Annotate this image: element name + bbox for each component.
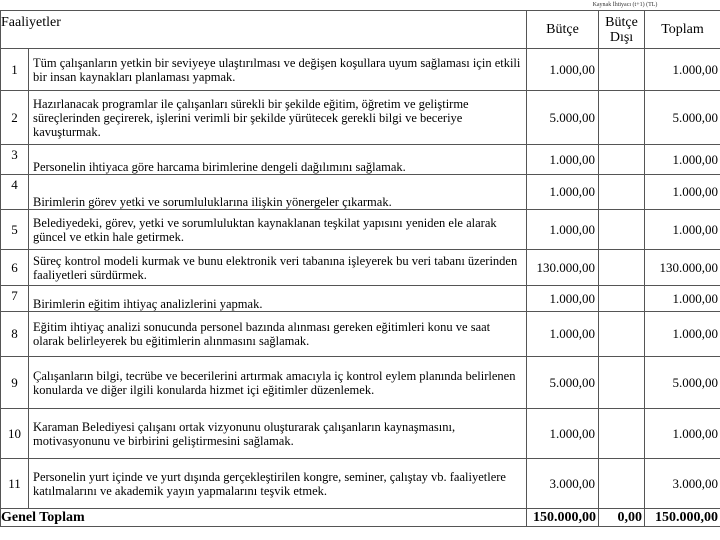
row-number: 6	[1, 250, 29, 286]
outside-budget-header	[599, 11, 645, 49]
outside-budget-amount	[599, 91, 645, 145]
row-number: 11	[1, 459, 29, 509]
budget-amount: 130.000,00	[527, 250, 599, 286]
table-row	[1, 409, 720, 459]
total-amount: 1.000,00	[645, 312, 720, 357]
total-header: Toplam	[645, 11, 720, 49]
activity-text: Personelin ihtiyaca göre harcama birimlerine dengeli dağılımını sağlamak.	[29, 145, 527, 175]
activity-text: Eğitim ihtiyaç analizi sonucunda personel bazında alınması gereken eğitimleri konu ve saat olarak belirleyerek bu eğitimlerin alınmasını sağlamak.	[29, 312, 527, 357]
table-row	[1, 175, 720, 210]
total-amount: 5.000,00	[645, 91, 720, 145]
grand-total-row	[1, 509, 720, 527]
activity-text: Karaman Belediyesi çalışanı ortak vizyonunu oluşturarak çalışanların kaynaşmasını, motivasyonunu ve birbirini geliştirmesini sağlamak.	[29, 409, 527, 459]
row-number: 9	[1, 357, 29, 409]
total-amount: 3.000,00	[645, 459, 720, 509]
outside-budget-amount	[599, 49, 645, 91]
row-number: 4	[1, 175, 29, 210]
grand-total-outside-budget: 0,00	[599, 509, 645, 527]
budget-amount: 1.000,00	[527, 49, 599, 91]
outside-budget-amount	[599, 286, 645, 312]
activity-text: Birimlerin eğitim ihtiyaç analizlerini yapmak.	[29, 286, 527, 312]
activity-text: Çalışanların bilgi, tecrübe ve becerilerini artırmak amacıyla iç kontrol eylem planında belirlenen konularda ve diğer ilgili konularda hizmet içi eğitimler düzenlemek.	[29, 357, 527, 409]
budget-amount: 5.000,00	[527, 91, 599, 145]
outside-budget-amount	[599, 409, 645, 459]
source-note: Kaynak İhtiyacı (t+1) (TL)	[592, 2, 658, 8]
outside-budget-amount	[599, 357, 645, 409]
table-row	[1, 459, 720, 509]
budget-amount: 1.000,00	[527, 145, 599, 175]
total-amount: 5.000,00	[645, 357, 720, 409]
total-amount: 1.000,00	[645, 286, 720, 312]
table-row	[1, 357, 720, 409]
total-amount: 1.000,00	[645, 175, 720, 210]
outside-budget-header-line1: Bütçe	[605, 14, 638, 30]
row-number: 7	[1, 286, 29, 312]
outside-budget-amount	[599, 210, 645, 250]
outside-budget-amount	[599, 145, 645, 175]
table-row	[1, 286, 720, 312]
budget-amount: 3.000,00	[527, 459, 599, 509]
budget-header: Bütçe	[527, 11, 599, 49]
row-number: 2	[1, 91, 29, 145]
activity-text: Tüm çalışanların yetkin bir seviyeye ulaştırılması ve değişen koşullara uyum sağlaması için etkili bir insan kaynakları planlaması yapmak.	[29, 49, 527, 91]
budget-amount: 5.000,00	[527, 357, 599, 409]
outside-budget-header-line2: Dışı	[609, 29, 634, 45]
budget-table	[0, 10, 720, 527]
activity-text: Hazırlanacak programlar ile çalışanları sürekli bir şekilde eğitim, öğretim ve geliştirme süreçlerinden geçirerek, işlerini verimli bir şekilde yürütecek gerekli bilgi ve beceriye kavuşturmak.	[29, 91, 527, 145]
budget-amount: 1.000,00	[527, 312, 599, 357]
grand-total-amount: 150.000,00	[645, 509, 720, 527]
table-row	[1, 210, 720, 250]
source-note-bar	[0, 0, 720, 10]
total-amount: 1.000,00	[645, 49, 720, 91]
row-number: 8	[1, 312, 29, 357]
table-row	[1, 145, 720, 175]
row-number: 10	[1, 409, 29, 459]
row-number: 5	[1, 210, 29, 250]
row-number: 3	[1, 145, 29, 175]
grand-total-label: Genel Toplam	[1, 509, 527, 527]
total-amount: 1.000,00	[645, 210, 720, 250]
total-amount: 1.000,00	[645, 409, 720, 459]
budget-amount: 1.000,00	[527, 409, 599, 459]
activity-text: Belediyedeki, görev, yetki ve sorumluluktan kaynaklanan teşkilat yapısını yeniden ele alarak güncel ve etkin hale getirmek.	[29, 210, 527, 250]
header-row	[1, 11, 720, 49]
activity-text: Süreç kontrol modeli kurmak ve bunu elektronik veri tabanına işleyerek bu veri tabanı üzerinden faaliyetleri sürdürmek.	[29, 250, 527, 286]
budget-amount: 1.000,00	[527, 286, 599, 312]
outside-budget-amount	[599, 175, 645, 210]
table-row	[1, 250, 720, 286]
total-amount: 130.000,00	[645, 250, 720, 286]
activity-text: Personelin yurt içinde ve yurt dışında gerçekleştirilen kongre, seminer, çalıştay vb. faaliyetlere katılmalarını ve akademik yayın yapmalarını teşvik etmek.	[29, 459, 527, 509]
outside-budget-amount	[599, 312, 645, 357]
budget-amount: 1.000,00	[527, 210, 599, 250]
grand-total-budget: 150.000,00	[527, 509, 599, 527]
total-amount: 1.000,00	[645, 145, 720, 175]
table-row	[1, 49, 720, 91]
row-number: 1	[1, 49, 29, 91]
activities-header: Faaliyetler	[1, 11, 527, 49]
activity-text: Birimlerin görev yetki ve sorumluluklarına ilişkin yönergeler çıkarmak.	[29, 175, 527, 210]
outside-budget-amount	[599, 250, 645, 286]
table-row	[1, 312, 720, 357]
table-row	[1, 91, 720, 145]
budget-amount: 1.000,00	[527, 175, 599, 210]
outside-budget-amount	[599, 459, 645, 509]
